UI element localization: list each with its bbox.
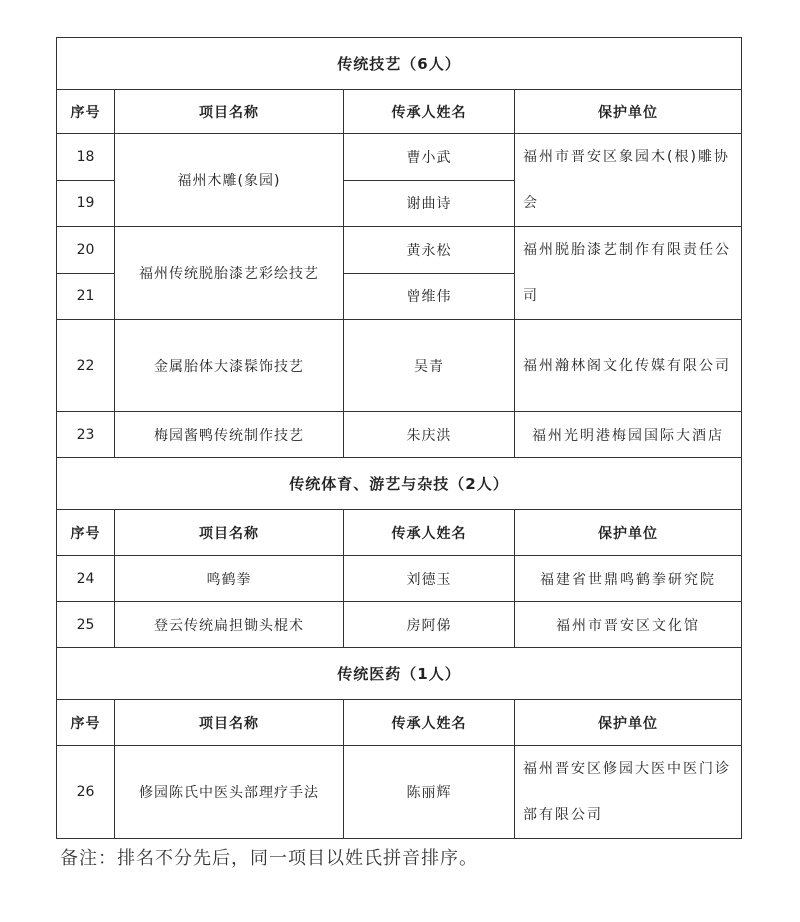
serial-number: 19 [57,180,115,227]
protection-unit: 福州光明港梅园国际大酒店 [515,412,742,458]
table-row [57,746,742,839]
header-inheritor: 传承人姓名 [344,700,515,746]
inheritor-name: 房阿俤 [344,602,515,648]
inheritor-name: 吴青 [344,320,515,412]
serial-number: 22 [57,320,115,412]
project-name: 登云传统扁担锄头棍术 [115,602,344,648]
header-serial: 序号 [57,700,115,746]
project-name: 鸣鹤拳 [115,556,344,602]
heritage-inheritors-table [56,37,742,839]
protection-unit: 福州晋安区修园大医中医门诊部有限公司 [515,746,742,839]
header-project: 项目名称 [115,90,344,134]
table-row [57,227,742,274]
header-project: 项目名称 [115,700,344,746]
header-row [57,510,742,556]
header-unit: 保护单位 [515,700,742,746]
inheritor-name: 朱庆洪 [344,412,515,458]
header-inheritor: 传承人姓名 [344,510,515,556]
inheritor-name: 曾维伟 [344,273,515,320]
project-name: 福州传统脱胎漆艺彩绘技艺 [115,227,344,320]
serial-number: 23 [57,412,115,458]
project-name: 金属胎体大漆髹饰技艺 [115,320,344,412]
project-name: 福州木雕(象园) [115,134,344,227]
section-title: 传统医药（1人） [57,648,742,700]
inheritor-name: 谢曲诗 [344,180,515,227]
section-title-row [57,38,742,90]
header-row [57,90,742,134]
protection-unit: 福建省世鼎鸣鹤拳研究院 [515,556,742,602]
inheritor-name: 黄永松 [344,227,515,274]
section-title: 传统体育、游艺与杂技（2人） [57,458,742,510]
table-row [57,602,742,648]
protection-unit: 福州市晋安区文化馆 [515,602,742,648]
project-name: 梅园酱鸭传统制作技艺 [115,412,344,458]
serial-number: 18 [57,134,115,181]
inheritor-name: 曹小武 [344,134,515,181]
inheritor-name: 陈丽辉 [344,746,515,839]
serial-number: 26 [57,746,115,839]
serial-number: 24 [57,556,115,602]
header-serial: 序号 [57,90,115,134]
section-title: 传统技艺（6人） [57,38,742,90]
project-name: 修园陈氏中医头部理疗手法 [115,746,344,839]
serial-number: 21 [57,273,115,320]
header-unit: 保护单位 [515,510,742,556]
protection-unit: 福州市晋安区象园木(根)雕协会 [515,134,742,227]
inheritor-name: 刘德玉 [344,556,515,602]
header-project: 项目名称 [115,510,344,556]
header-serial: 序号 [57,510,115,556]
footnote: 备注：排名不分先后，同一项目以姓氏拼音排序。 [60,848,478,869]
header-row [57,700,742,746]
protection-unit: 福州脱胎漆艺制作有限责任公司 [515,227,742,320]
table-row [57,412,742,458]
section-title-row [57,458,742,510]
table-row [57,556,742,602]
section-title-row [57,648,742,700]
protection-unit: 福州瀚林阁文化传媒有限公司 [515,320,742,412]
serial-number: 20 [57,227,115,274]
header-inheritor: 传承人姓名 [344,90,515,134]
table-row [57,134,742,181]
serial-number: 25 [57,602,115,648]
header-unit: 保护单位 [515,90,742,134]
table-row [57,320,742,412]
